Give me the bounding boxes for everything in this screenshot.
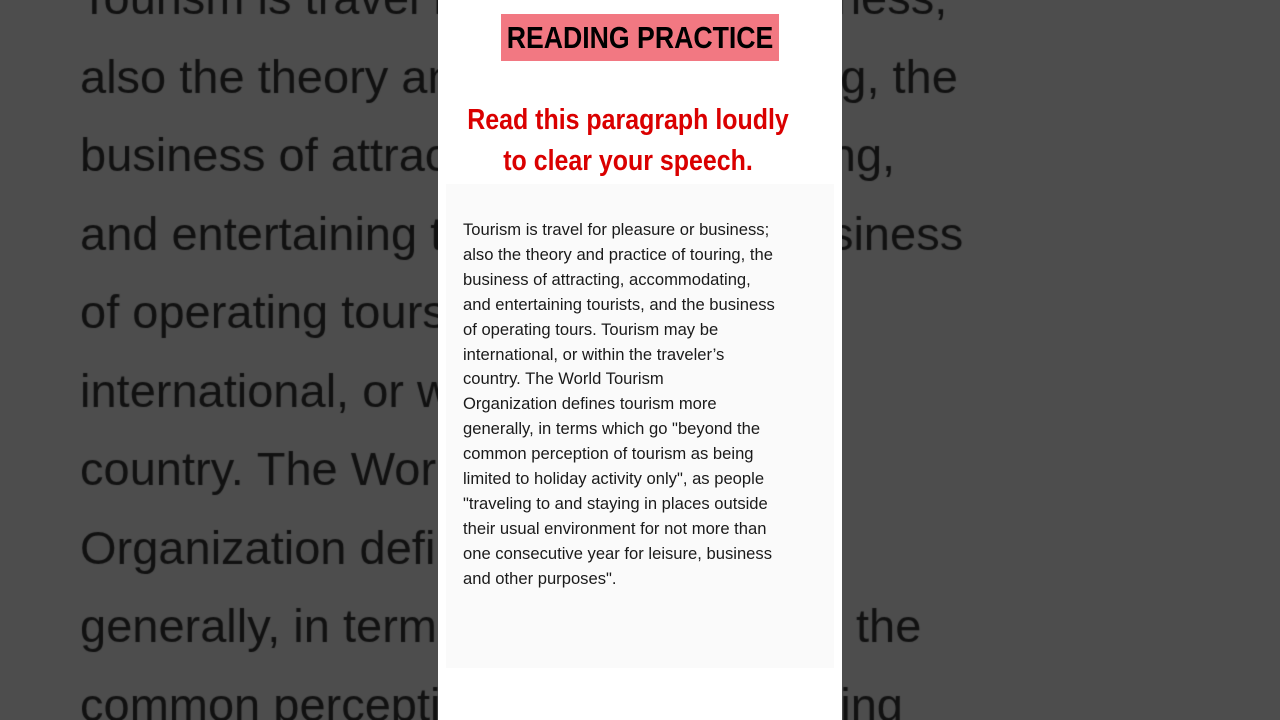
reading-paragraph xyxy=(463,218,775,592)
title-text: READING PRACTICE xyxy=(506,19,774,55)
paragraph-line: "traveling to and staying in places outside xyxy=(463,493,768,513)
paragraph-line: common perception of tourism as being xyxy=(463,444,754,464)
paragraph-line: international, or within the traveler’s xyxy=(463,344,725,364)
paragraph-line: generally, in terms which go "beyond the xyxy=(463,419,761,439)
paragraph-line: business of attracting, accommodating, xyxy=(463,269,751,289)
paragraph-line: Organization defines tourism more xyxy=(463,394,717,414)
instruction-line: Read this paragraph loudly xyxy=(467,104,789,136)
paragraph-line: country. The World Tourism xyxy=(463,369,664,389)
paragraph-line: and other purposes". xyxy=(463,568,617,588)
paragraph-line: one consecutive year for leisure, business xyxy=(463,543,772,563)
instruction-heading xyxy=(438,100,818,182)
paragraph-line: Tourism is travel for pleasure or business; xyxy=(463,220,770,239)
title-banner xyxy=(501,14,779,61)
paragraph-line: also the theory and practice of touring, the xyxy=(463,244,773,264)
video-frame xyxy=(438,0,842,720)
instruction-line: to clear your speech. xyxy=(503,145,753,177)
paragraph-line: limited to holiday activity only", as people xyxy=(463,469,765,489)
paragraph-card xyxy=(446,184,834,668)
paragraph-line: their usual environment for not more than xyxy=(463,518,767,538)
paragraph-line: and entertaining tourists, and the business xyxy=(463,294,775,314)
paragraph-line: of operating tours. Tourism may be xyxy=(463,319,719,339)
